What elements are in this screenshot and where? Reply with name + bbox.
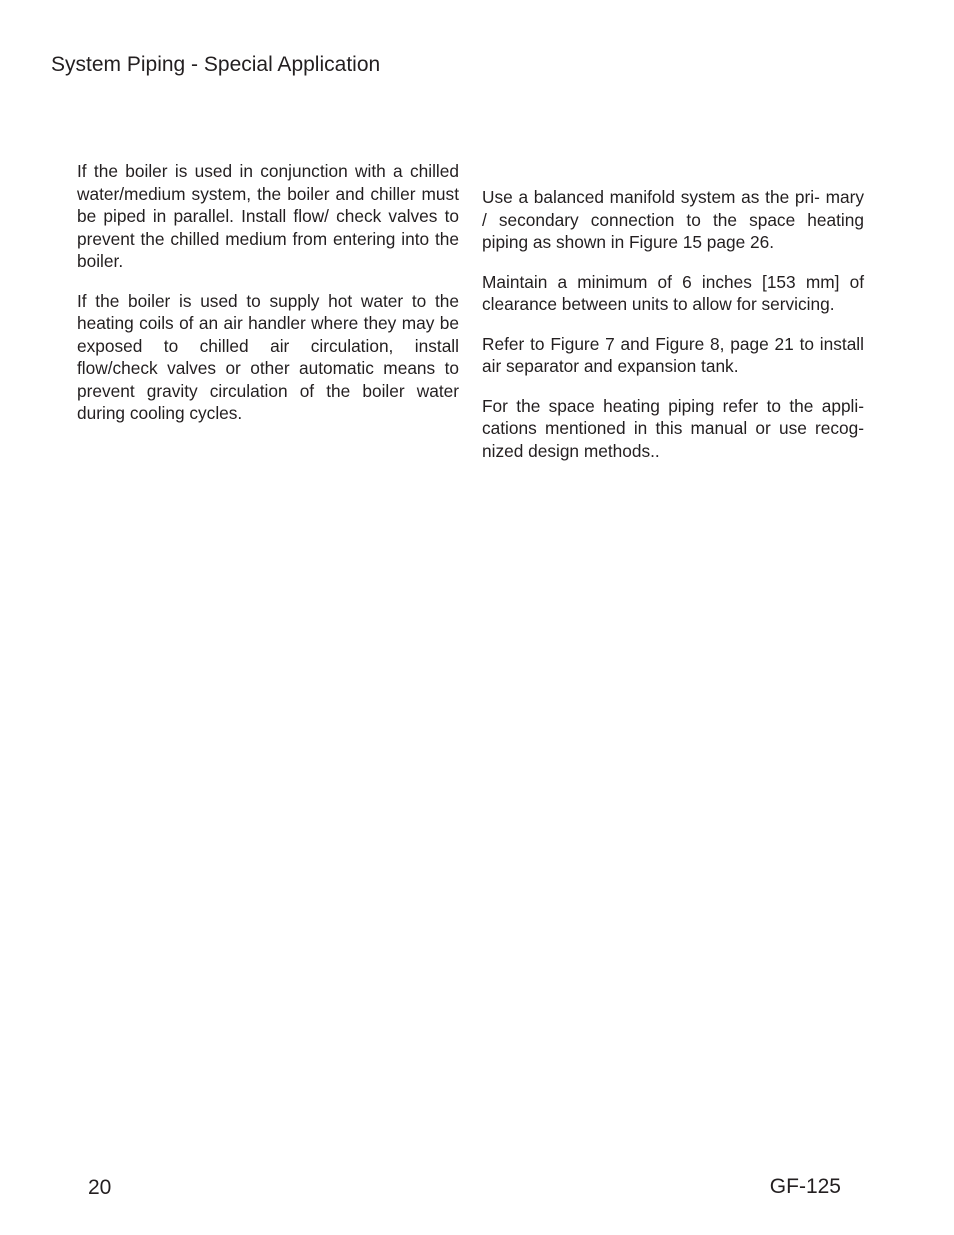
paragraph-air-handler: If the boiler is used to supply hot water to the heating coils of an air handler where they may be exposed to chilled air circulation, install flow/check valves or other automatic means to prevent gravity circulation of the boiler water during cooling cycles. bbox=[77, 290, 459, 423]
paragraph-chiller-parallel: If the boiler is used in conjunction with a chilled water/medium system, the boiler and chiller must be piped in parallel. Install flow/ check valves to prevent the chilled medium from entering into the boiler. bbox=[77, 161, 459, 271]
model-number: GF-125 bbox=[769, 1175, 841, 1198]
left-text-column bbox=[77, 160, 459, 442]
paragraph-space-heating: For the space heating piping refer to the appli- cations mentioned in this manual or use recog- nized design methods.. bbox=[482, 395, 864, 461]
paragraph-air-separator: Refer to Figure 7 and Figure 8, page 21 to install air separator and expansion tank. bbox=[482, 333, 864, 376]
paragraph-clearance: Maintain a minimum of 6 inches [153 mm] of clearance between units to allow for servicing. bbox=[482, 271, 864, 314]
page-title: System Piping - Special Application bbox=[51, 53, 381, 76]
page-number: 20 bbox=[88, 1176, 112, 1199]
right-text-column bbox=[482, 186, 864, 479]
paragraph-balanced-manifold: Use a balanced manifold system as the pri- mary / secondary connection to the space heating piping as shown in Figure 15 page 26. bbox=[482, 187, 864, 252]
